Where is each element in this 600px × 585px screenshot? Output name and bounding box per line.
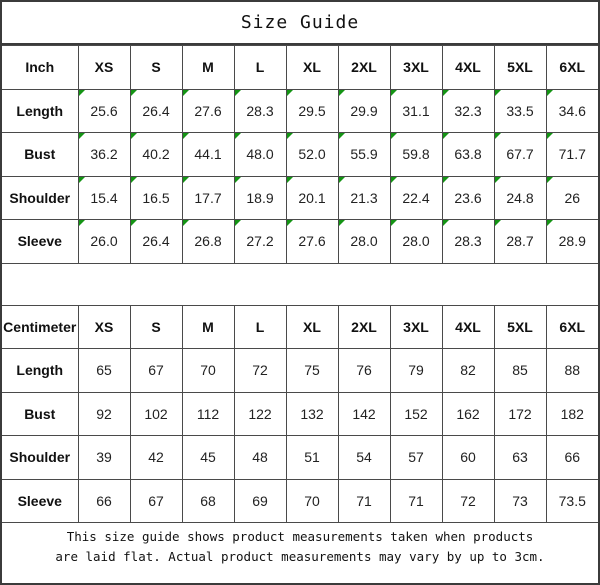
unit-label: Centimeter	[2, 305, 78, 349]
measurement-cell: 92	[78, 392, 130, 436]
cell-flag-triangle-icon	[79, 133, 85, 139]
measurement-cell: 23.6	[442, 176, 494, 220]
cell-flag-triangle-icon	[339, 177, 345, 183]
cell-flag-triangle-icon	[183, 90, 189, 96]
measurement-cell: 20.1	[286, 176, 338, 220]
footer-note-line-2: are laid flat. Actual product measurements may vary by up to 3cm.	[55, 548, 545, 564]
measurement-cell: 71.7	[546, 133, 598, 177]
cell-flag-triangle-icon	[183, 177, 189, 183]
measurement-cell: 72	[442, 479, 494, 523]
measurement-cell: 17.7	[182, 176, 234, 220]
size-header-cell: 5XL	[494, 305, 546, 349]
measurement-cell: 182	[546, 392, 598, 436]
measurement-cell: 45	[182, 436, 234, 480]
cell-flag-triangle-icon	[547, 90, 553, 96]
measurement-cell: 54	[338, 436, 390, 480]
measurement-cell: 42	[130, 436, 182, 480]
measurement-cell: 15.4	[78, 176, 130, 220]
cell-flag-triangle-icon	[131, 133, 137, 139]
title-bar	[2, 2, 598, 45]
size-header-cell: M	[182, 305, 234, 349]
row-label: Sleeve	[2, 479, 78, 523]
cell-flag-triangle-icon	[495, 133, 501, 139]
footer-note-line-1: This size guide shows product measurements taken when products	[66, 529, 534, 545]
measurement-cell: 88	[546, 349, 598, 393]
cell-flag-triangle-icon	[443, 133, 449, 139]
measurement-cell: 28.3	[234, 89, 286, 133]
cell-flag-triangle-icon	[391, 133, 397, 139]
table-spacer	[2, 264, 598, 305]
cell-flag-triangle-icon	[235, 220, 241, 226]
measurement-cell: 27.6	[182, 89, 234, 133]
measurement-cell: 27.6	[286, 220, 338, 264]
measurement-cell: 29.9	[338, 89, 390, 133]
size-header-cell: 6XL	[546, 305, 598, 349]
cell-flag-triangle-icon	[131, 177, 137, 183]
measurement-row	[2, 89, 598, 133]
measurement-cell: 26.0	[78, 220, 130, 264]
size-header-cell: L	[234, 305, 286, 349]
measurement-cell: 26.4	[130, 220, 182, 264]
measurement-cell: 102	[130, 392, 182, 436]
size-header-cell: M	[182, 46, 234, 90]
page-title: Size Guide	[240, 12, 360, 33]
measurement-cell: 24.8	[494, 176, 546, 220]
cell-flag-triangle-icon	[391, 220, 397, 226]
measurement-cell: 63.8	[442, 133, 494, 177]
cell-flag-triangle-icon	[339, 133, 345, 139]
measurement-row	[2, 392, 598, 436]
row-label: Length	[2, 349, 78, 393]
cell-flag-triangle-icon	[287, 177, 293, 183]
measurement-cell: 82	[442, 349, 494, 393]
footer-note	[2, 523, 598, 570]
measurement-cell: 16.5	[130, 176, 182, 220]
row-label: Sleeve	[2, 220, 78, 264]
size-header-cell: XL	[286, 46, 338, 90]
measurement-row	[2, 479, 598, 523]
unit-label: Inch	[2, 46, 78, 90]
cell-flag-triangle-icon	[495, 220, 501, 226]
size-header-cell: L	[234, 46, 286, 90]
measurement-cell: 29.5	[286, 89, 338, 133]
size-header-cell: XL	[286, 305, 338, 349]
measurement-row	[2, 133, 598, 177]
cell-flag-triangle-icon	[287, 90, 293, 96]
measurement-cell: 36.2	[78, 133, 130, 177]
size-header-cell: 2XL	[338, 305, 390, 349]
size-header-cell: XS	[78, 305, 130, 349]
inch-size-table	[2, 45, 598, 264]
measurement-cell: 34.6	[546, 89, 598, 133]
cell-flag-triangle-icon	[183, 220, 189, 226]
size-header-cell: 6XL	[546, 46, 598, 90]
measurement-cell: 67	[130, 479, 182, 523]
measurement-cell: 70	[286, 479, 338, 523]
cell-flag-triangle-icon	[235, 177, 241, 183]
measurement-row	[2, 220, 598, 264]
cell-flag-triangle-icon	[391, 90, 397, 96]
measurement-cell: 112	[182, 392, 234, 436]
cell-flag-triangle-icon	[131, 90, 137, 96]
cell-flag-triangle-icon	[287, 133, 293, 139]
measurement-cell: 48	[234, 436, 286, 480]
measurement-cell: 67.7	[494, 133, 546, 177]
cell-flag-triangle-icon	[235, 90, 241, 96]
measurement-cell: 27.2	[234, 220, 286, 264]
cell-flag-triangle-icon	[443, 220, 449, 226]
size-header-row	[2, 305, 598, 349]
measurement-cell: 162	[442, 392, 494, 436]
measurement-cell: 26.8	[182, 220, 234, 264]
measurement-cell: 55.9	[338, 133, 390, 177]
size-header-cell: 4XL	[442, 46, 494, 90]
measurement-cell: 132	[286, 392, 338, 436]
measurement-cell: 68	[182, 479, 234, 523]
measurement-cell: 40.2	[130, 133, 182, 177]
size-header-row	[2, 46, 598, 90]
measurement-cell: 76	[338, 349, 390, 393]
cell-flag-triangle-icon	[547, 133, 553, 139]
cell-flag-triangle-icon	[547, 177, 553, 183]
measurement-cell: 48.0	[234, 133, 286, 177]
measurement-cell: 73	[494, 479, 546, 523]
measurement-cell: 52.0	[286, 133, 338, 177]
cell-flag-triangle-icon	[339, 90, 345, 96]
row-label: Bust	[2, 133, 78, 177]
measurement-cell: 63	[494, 436, 546, 480]
measurement-row	[2, 349, 598, 393]
measurement-cell: 85	[494, 349, 546, 393]
measurement-cell: 71	[390, 479, 442, 523]
row-label: Length	[2, 89, 78, 133]
cell-flag-triangle-icon	[495, 177, 501, 183]
measurement-cell: 66	[546, 436, 598, 480]
measurement-row	[2, 176, 598, 220]
cell-flag-triangle-icon	[339, 220, 345, 226]
measurement-cell: 71	[338, 479, 390, 523]
size-header-cell: S	[130, 46, 182, 90]
measurement-cell: 28.7	[494, 220, 546, 264]
measurement-cell: 33.5	[494, 89, 546, 133]
measurement-cell: 57	[390, 436, 442, 480]
cell-flag-triangle-icon	[79, 220, 85, 226]
cell-flag-triangle-icon	[547, 220, 553, 226]
measurement-row	[2, 436, 598, 480]
measurement-cell: 39	[78, 436, 130, 480]
measurement-cell: 172	[494, 392, 546, 436]
measurement-cell: 26	[546, 176, 598, 220]
size-header-cell: 3XL	[390, 46, 442, 90]
measurement-cell: 67	[130, 349, 182, 393]
cell-flag-triangle-icon	[131, 220, 137, 226]
measurement-cell: 22.4	[390, 176, 442, 220]
measurement-cell: 21.3	[338, 176, 390, 220]
measurement-cell: 59.8	[390, 133, 442, 177]
measurement-cell: 28.9	[546, 220, 598, 264]
measurement-cell: 28.0	[390, 220, 442, 264]
measurement-cell: 73.5	[546, 479, 598, 523]
size-header-cell: S	[130, 305, 182, 349]
measurement-cell: 70	[182, 349, 234, 393]
row-label: Shoulder	[2, 176, 78, 220]
row-label: Bust	[2, 392, 78, 436]
measurement-cell: 60	[442, 436, 494, 480]
measurement-cell: 65	[78, 349, 130, 393]
row-label: Shoulder	[2, 436, 78, 480]
measurement-cell: 75	[286, 349, 338, 393]
cell-flag-triangle-icon	[287, 220, 293, 226]
measurement-cell: 79	[390, 349, 442, 393]
cell-flag-triangle-icon	[79, 177, 85, 183]
measurement-cell: 122	[234, 392, 286, 436]
measurement-cell: 25.6	[78, 89, 130, 133]
cell-flag-triangle-icon	[443, 177, 449, 183]
measurement-cell: 28.3	[442, 220, 494, 264]
measurement-cell: 72	[234, 349, 286, 393]
cell-flag-triangle-icon	[183, 133, 189, 139]
cell-flag-triangle-icon	[391, 177, 397, 183]
size-header-cell: 3XL	[390, 305, 442, 349]
cell-flag-triangle-icon	[79, 90, 85, 96]
size-header-cell: XS	[78, 46, 130, 90]
centimeter-size-table	[2, 305, 598, 524]
measurement-cell: 28.0	[338, 220, 390, 264]
measurement-cell: 18.9	[234, 176, 286, 220]
measurement-cell: 32.3	[442, 89, 494, 133]
cell-flag-triangle-icon	[443, 90, 449, 96]
measurement-cell: 44.1	[182, 133, 234, 177]
cell-flag-triangle-icon	[495, 90, 501, 96]
measurement-cell: 142	[338, 392, 390, 436]
measurement-cell: 51	[286, 436, 338, 480]
cell-flag-triangle-icon	[235, 133, 241, 139]
measurement-cell: 31.1	[390, 89, 442, 133]
size-header-cell: 4XL	[442, 305, 494, 349]
measurement-cell: 152	[390, 392, 442, 436]
measurement-cell: 66	[78, 479, 130, 523]
size-header-cell: 2XL	[338, 46, 390, 90]
measurement-cell: 26.4	[130, 89, 182, 133]
measurement-cell: 69	[234, 479, 286, 523]
size-header-cell: 5XL	[494, 46, 546, 90]
